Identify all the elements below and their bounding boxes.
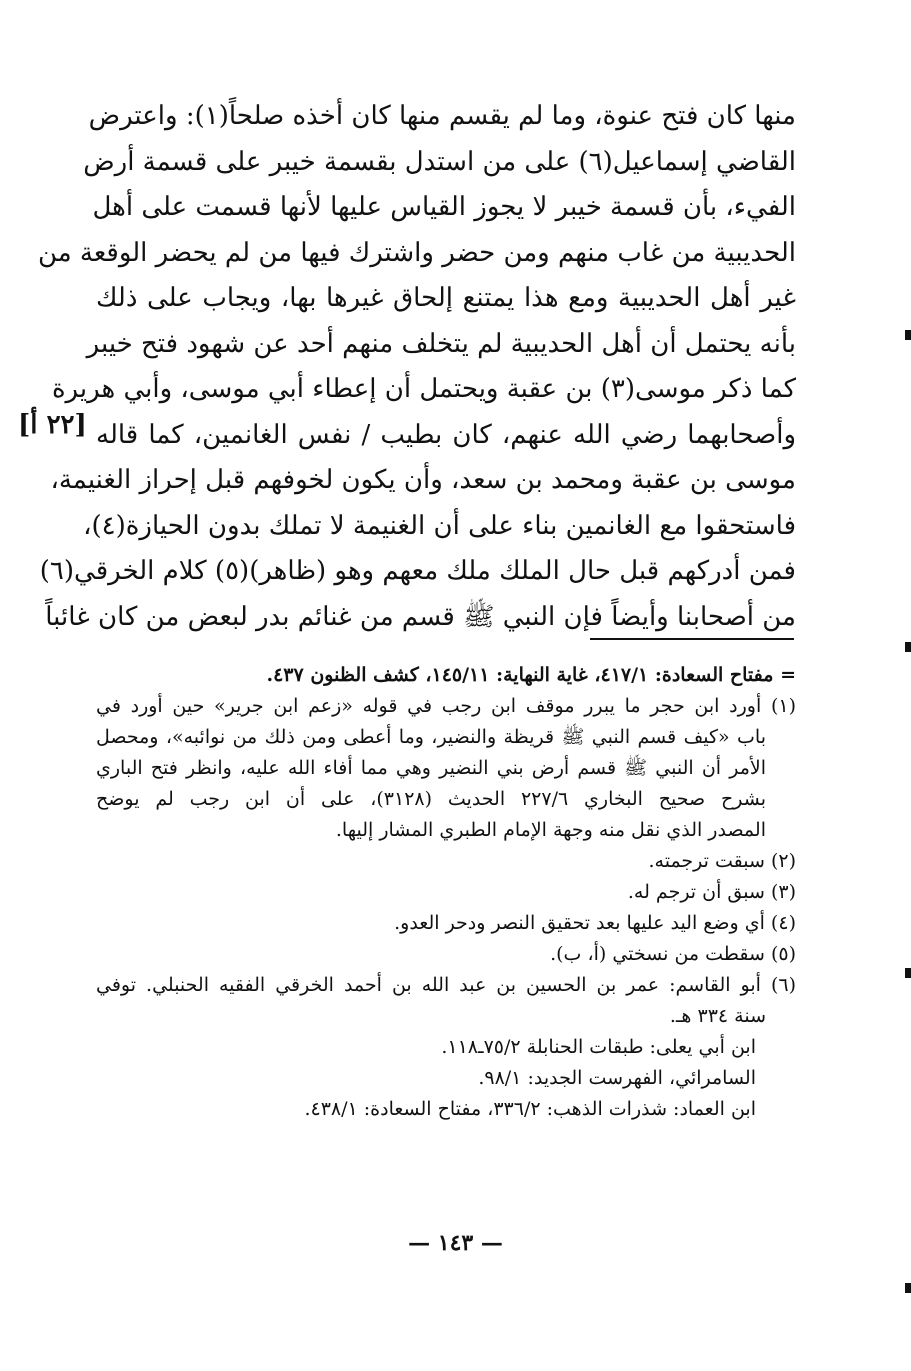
main-text-line-1: منها كان فتح عنوة، وما لم يقسم منها كان أخذه صلحاً(١): واعترض — [88, 101, 796, 131]
footnote-6-source-2: السامرائي، الفهرست الجديد: ٩٨/١. — [478, 1067, 756, 1089]
scan-edge-mark — [905, 968, 911, 978]
main-text-line-3: الفيء، بأن قسمة خيبر لا يجوز القياس عليها لأنها قسمت على أهل — [92, 192, 796, 222]
scan-edge-mark — [905, 642, 911, 652]
main-text-line-2: القاضي إسماعيل(٦) على من استدل بقسمة خيبر على قسمة أرض — [83, 146, 796, 177]
footnote-3: (٣) سبق أن ترجم له. — [627, 881, 796, 903]
scan-edge-mark — [905, 330, 911, 340]
footnote-continuation: = مفتاح السعادة: ٤١٧/١، غاية النهاية: ١٤٥/١١، كشف الظنون ٤٣٧. — [266, 664, 796, 686]
footnote-1-line-4: بشرح صحيح البخاري ٢٢٧/٦ الحديث (٣١٢٨)، على أن ابن رجب لم يوضح — [96, 788, 766, 810]
main-text-line-12: من أصحابنا وأيضاً فإن النبي ﷺ قسم من غنائم بدر لبعض من كان غائباً — [45, 601, 796, 632]
footnote-1-line-1: (١) أورد ابن حجر ما يبرر موقف ابن رجب في قوله «زعم ابن جرير» حين أورد في — [96, 695, 796, 717]
manuscript-folio-marker: [٢٢ أ] — [18, 410, 87, 440]
main-text-line-5: غير أهل الحديبية ومع هذا يمتنع إلحاق غيرها بها، ويجاب على ذلك — [96, 283, 796, 313]
footnote-6-source-1: ابن أبي يعلى: طبقات الحنابلة ٧٥/٢ـ١١٨. — [441, 1036, 756, 1058]
main-text-line-6: بأنه يحتمل أن أهل الحديبية لم يتخلف منهم أحد عن شهود فتح خيبر — [86, 328, 796, 359]
footnote-6-line-2: سنة ٣٣٤ هـ. — [669, 1005, 766, 1027]
main-text-line-7: كما ذكر موسى(٣) بن عقبة ويحتمل أن إعطاء أبي موسى، وأبي هريرة — [51, 374, 796, 404]
footnote-4: (٤) أي وضع اليد عليها بعد تحقيق النصر ودحر العدو. — [394, 912, 796, 934]
footnote-6-line-1: (٦) أبو القاسم: عمر بن الحسين بن عبد الله بن أحمد الخرقي الفقيه الحنبلي. توفي — [96, 974, 796, 996]
main-text-line-4: الحديبية من غاب منهم ومن حضر واشترك فيها من لم يحضر الوقعة من — [37, 237, 796, 268]
footnote-2: (٢) سبقت ترجمته. — [648, 850, 796, 872]
main-text-line-8: وأصحابهما رضي الله عنهم، كان بطيب / نفس الغانمين، كما قاله — [96, 419, 796, 450]
footnote-6-source-3: ابن العماد: شذرات الذهب: ٣٣٦/٢، مفتاح السعادة: ٤٣٨/١. — [304, 1098, 756, 1120]
footnote-divider — [590, 638, 794, 640]
main-text-line-11: فمن أدركهم قبل حال الملك ملك معهم وهو (ظاهر)(٥) كلام الخرقي(٦) — [39, 556, 796, 586]
footnote-1-line-5: المصدر الذي نقل منه وجهة الإمام الطبري المشار إليها. — [335, 819, 766, 841]
main-text-line-10: فاستحقوا مع الغانمين بناء على أن الغنيمة لا تملك بدون الحيازة(٤)، — [83, 510, 796, 541]
footnote-5: (٥) سقطت من نسختي (أ، ب). — [550, 943, 796, 965]
scan-edge-mark — [905, 1283, 911, 1293]
footnote-1-line-3: الأمر أن النبي ﷺ قسم أرض بني النضير وهي مما أفاء الله عليه، وانظر فتح الباري — [96, 757, 766, 779]
footnote-1-line-2: باب «كيف قسم النبي ﷺ قريظة والنضير، وما أعطى ومن ذلك من نوائبه»، ومحصل — [96, 726, 766, 748]
footnotes-block — [96, 660, 796, 1125]
page-number: — ١٤٣ — — [408, 1230, 503, 1256]
main-text-line-9: موسى بن عقبة ومحمد بن سعد، وأن يكون لخوفهم قبل إحراز الغنيمة، — [50, 465, 796, 495]
